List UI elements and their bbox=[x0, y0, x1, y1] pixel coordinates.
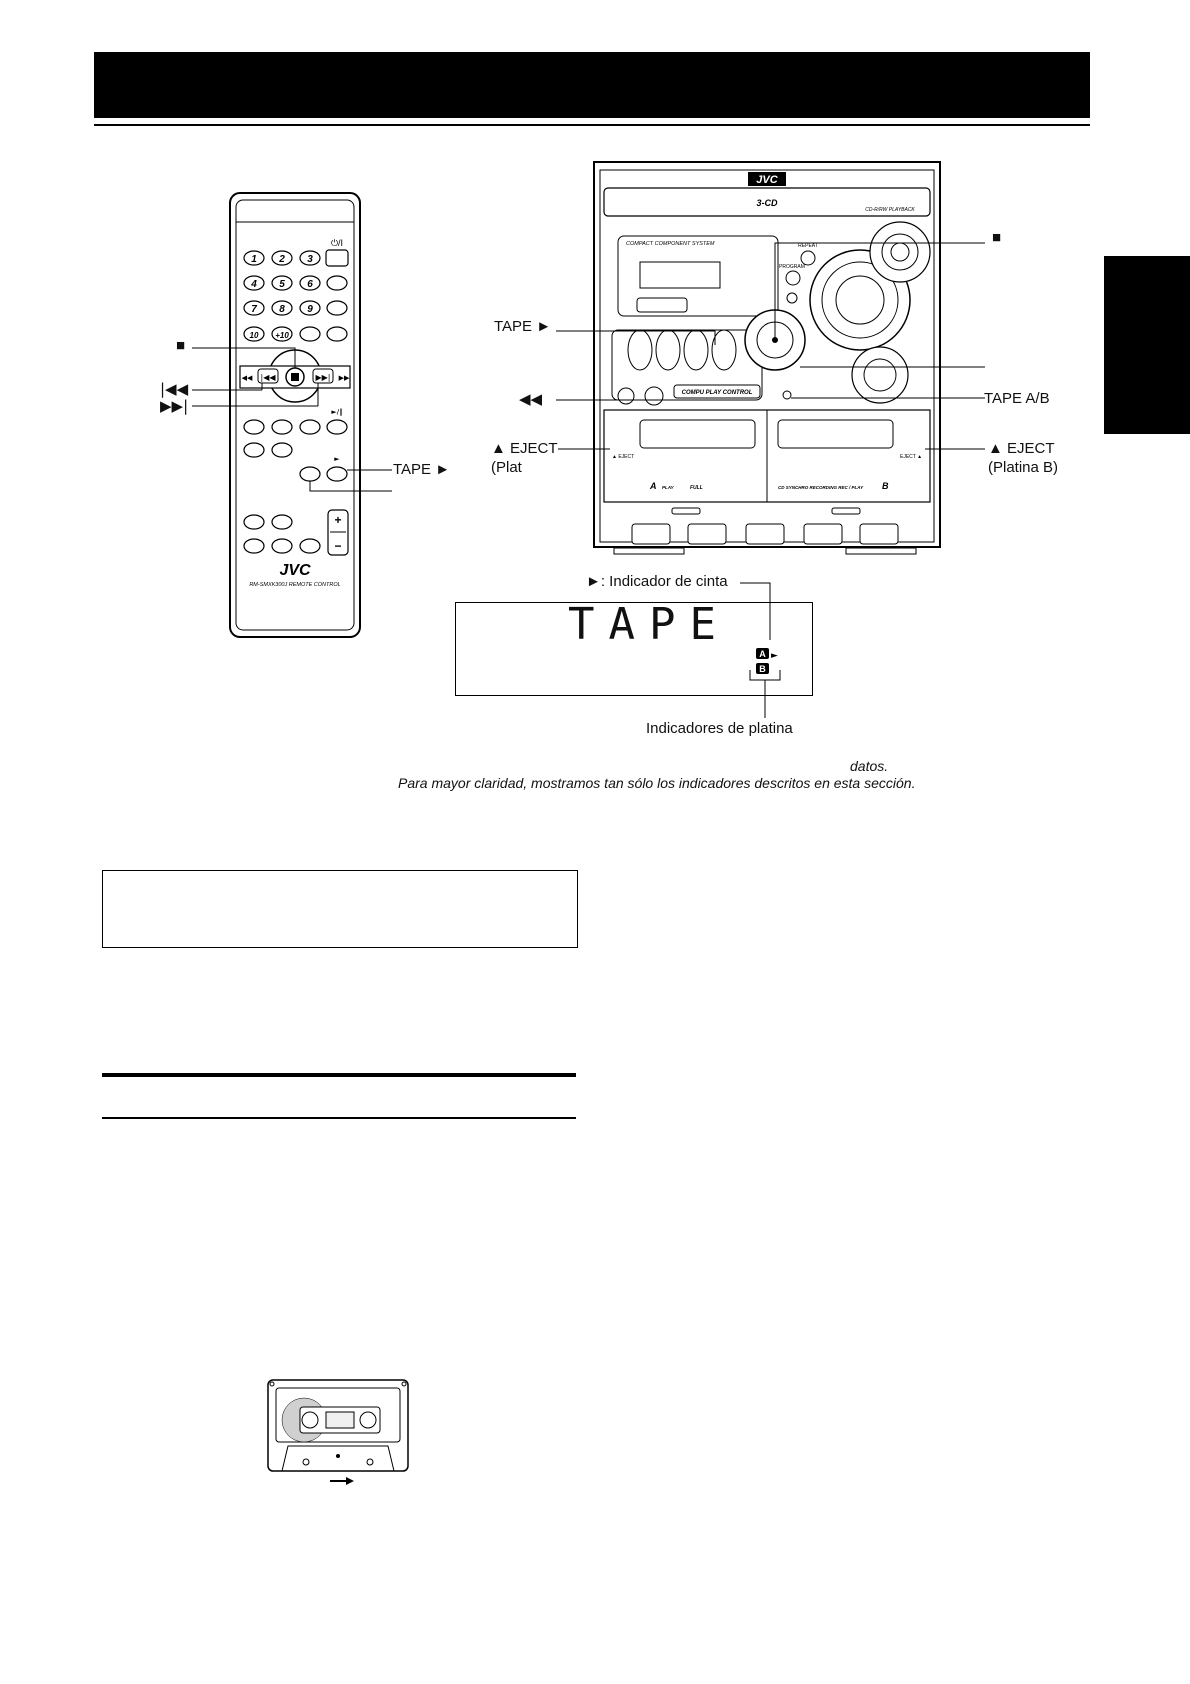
unit-tape-play-label: TAPE ► bbox=[494, 318, 552, 335]
remote-next-label: ▶▶| bbox=[160, 397, 189, 415]
svg-text:5: 5 bbox=[279, 279, 285, 290]
svg-text:A: A bbox=[759, 649, 766, 659]
note-line-2: Para mayor claridad, mostramos tan sólo los indicadores descritos en esta sección. bbox=[398, 775, 916, 791]
svg-text:►: ► bbox=[771, 651, 778, 661]
remote-stop-label: ■ bbox=[176, 337, 186, 354]
svg-text:⏻/I: ⏻/I bbox=[330, 238, 344, 248]
svg-text:CD-R/RW PLAYBACK: CD-R/RW PLAYBACK bbox=[865, 207, 915, 213]
svg-text:10: 10 bbox=[249, 331, 259, 340]
svg-text:PROGRAM: PROGRAM bbox=[779, 264, 805, 270]
svg-text:|◀◀: |◀◀ bbox=[260, 373, 276, 382]
svg-text:+: + bbox=[334, 513, 342, 527]
unit-eject-b-label: ▲ EJECT bbox=[988, 440, 1055, 457]
svg-text:JVC: JVC bbox=[756, 174, 778, 186]
unit-rewind-label: ◀◀ bbox=[519, 390, 543, 408]
svg-text:RM-SMXK300J REMOTE CONTROL: RM-SMXK300J REMOTE CONTROL bbox=[249, 582, 341, 588]
svg-text:JVC: JVC bbox=[279, 562, 311, 579]
svg-text:CD SYNCHRO RECORDING REC / PLA: CD SYNCHRO RECORDING REC / PLAY bbox=[778, 485, 864, 490]
svg-text:2: 2 bbox=[279, 254, 285, 265]
unit-tape-ab-label: TAPE A/B bbox=[984, 390, 1050, 407]
remote-tape-play-label: TAPE ► bbox=[393, 461, 451, 478]
svg-text:B: B bbox=[759, 664, 766, 674]
svg-text:9: 9 bbox=[307, 304, 313, 315]
svg-text:►/‖: ►/‖ bbox=[331, 408, 343, 416]
svg-text:◀◀: ◀◀ bbox=[241, 374, 253, 382]
note-line-1: datos. bbox=[850, 758, 889, 774]
svg-text:▶▶: ▶▶ bbox=[338, 374, 350, 382]
svg-text:8: 8 bbox=[279, 304, 285, 315]
unit-eject-a-sub-label: (Plat bbox=[491, 459, 522, 476]
svg-text:EJECT ▲: EJECT ▲ bbox=[900, 454, 923, 460]
display-text: TAPE bbox=[568, 599, 730, 650]
svg-text:A: A bbox=[650, 481, 657, 491]
svg-text:►: ► bbox=[334, 455, 340, 463]
remote-prev-label: |◀◀ bbox=[160, 380, 189, 398]
svg-text:FULL: FULL bbox=[690, 485, 703, 491]
svg-text:6: 6 bbox=[307, 279, 313, 290]
svg-text:PLAY: PLAY bbox=[662, 485, 674, 490]
svg-text:−: − bbox=[334, 539, 342, 553]
svg-text:B: B bbox=[882, 481, 889, 491]
unit-stop-label: ■ bbox=[992, 229, 1002, 246]
svg-text:3: 3 bbox=[307, 254, 313, 265]
svg-text:4: 4 bbox=[251, 279, 257, 290]
tape-indicator-label: ►: Indicador de cinta bbox=[586, 573, 728, 590]
unit-eject-a-label: ▲ EJECT bbox=[491, 440, 558, 457]
svg-text:COMPU PLAY CONTROL: COMPU PLAY CONTROL bbox=[681, 390, 753, 396]
svg-text:REPEAT: REPEAT bbox=[798, 243, 818, 249]
unit-eject-b-sub-label: (Platina B) bbox=[988, 459, 1059, 476]
svg-text:▲ EJECT: ▲ EJECT bbox=[612, 454, 635, 460]
svg-text:7: 7 bbox=[251, 304, 257, 315]
svg-text:COMPACT COMPONENT SYSTEM: COMPACT COMPONENT SYSTEM bbox=[626, 241, 715, 247]
svg-text:1: 1 bbox=[251, 254, 257, 265]
svg-text:▶▶|: ▶▶| bbox=[315, 373, 331, 382]
deck-indicator-label: Indicadores de platina bbox=[646, 720, 793, 737]
svg-text:+10: +10 bbox=[275, 331, 289, 340]
svg-text:3-CD: 3-CD bbox=[756, 198, 778, 208]
